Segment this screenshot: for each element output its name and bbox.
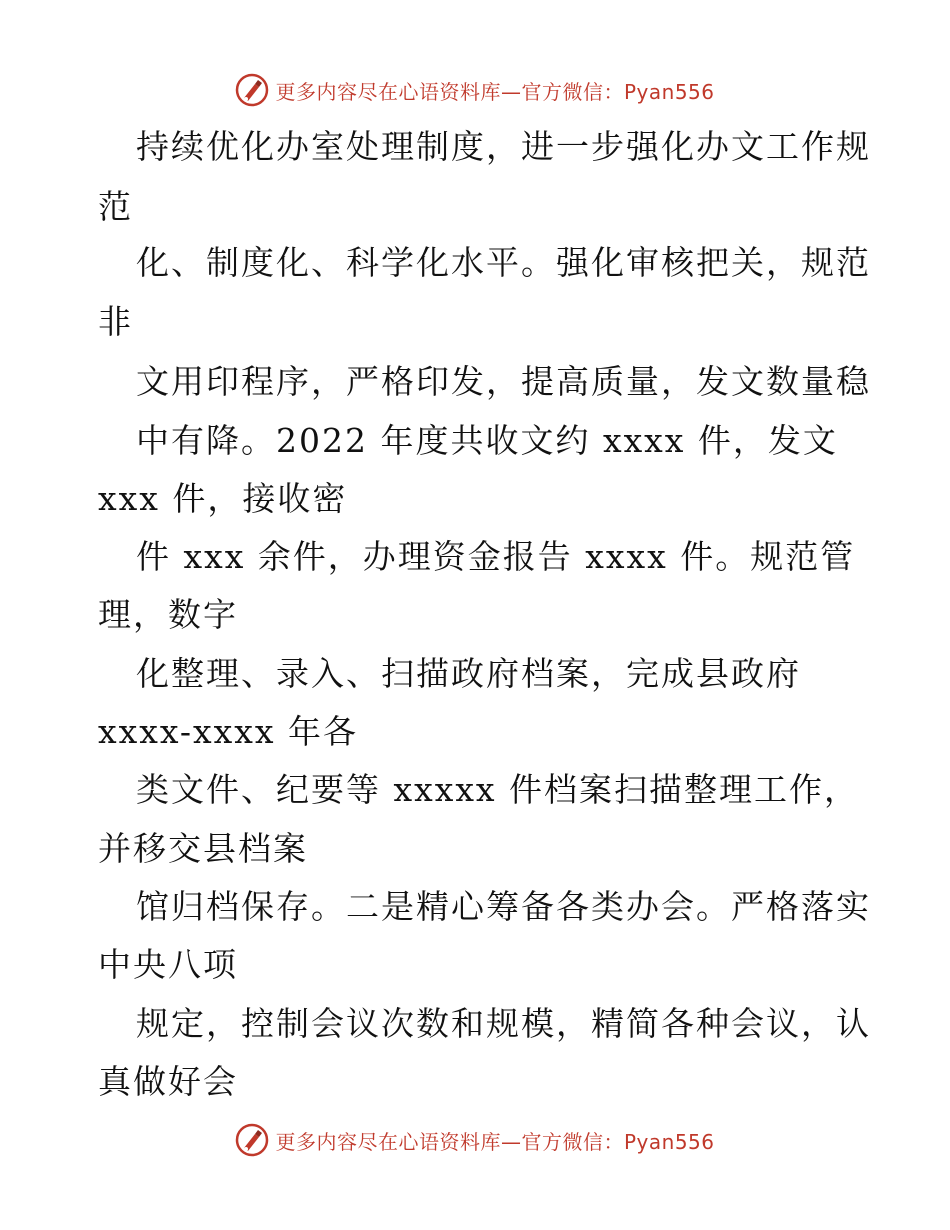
body-line-15: 中央八项 bbox=[98, 945, 238, 984]
footer-watermark-banner bbox=[0, 1120, 950, 1160]
header-banner-handle: Pyan556 bbox=[623, 79, 715, 104]
body-line-17: 真做好会 bbox=[98, 1062, 238, 1101]
body-line-4: 非 bbox=[98, 302, 133, 341]
footer-banner-handle: Pyan556 bbox=[623, 1129, 715, 1154]
body-line-14: 馆归档保存。二是精心筹备各类办会。严格落实 bbox=[136, 887, 871, 926]
body-line-7: xxx 件，接收密 bbox=[98, 479, 348, 518]
body-line-6: 中有降。2022 年度共收文约 xxxx 件，发文 bbox=[136, 421, 838, 460]
body-line-13: 并移交县档案 bbox=[98, 829, 308, 868]
body-line-10: 化整理、录入、扫描政府档案，完成县政府 bbox=[136, 654, 801, 693]
body-line-9: 理，数字 bbox=[98, 595, 238, 634]
body-line-16: 规定，控制会议次数和规模，精简各种会议，认 bbox=[136, 1004, 871, 1043]
body-line-11: xxxx-xxxx 年各 bbox=[98, 712, 358, 751]
body-line-3: 化、制度化、科学化水平。强化审核把关，规范 bbox=[136, 243, 871, 282]
header-banner-label: 更多内容尽在心语资料库—官方微信： bbox=[275, 79, 624, 104]
body-line-1: 持续优化办室处理制度，进一步强化办文工作规 bbox=[136, 127, 871, 166]
pen-logo-icon bbox=[235, 1123, 269, 1157]
body-line-12: 类文件、纪要等 xxxxx 件档案扫描整理工作， bbox=[136, 770, 860, 809]
footer-banner-text bbox=[275, 1126, 714, 1155]
body-line-2: 范 bbox=[98, 187, 133, 226]
footer-banner-label: 更多内容尽在心语资料库—官方微信： bbox=[275, 1129, 624, 1154]
body-line-8: 件 xxx 余件，办理资金报告 xxxx 件。规范管 bbox=[136, 537, 856, 576]
body-line-5: 文用印程序，严格印发，提高质量，发文数量稳 bbox=[136, 362, 871, 401]
